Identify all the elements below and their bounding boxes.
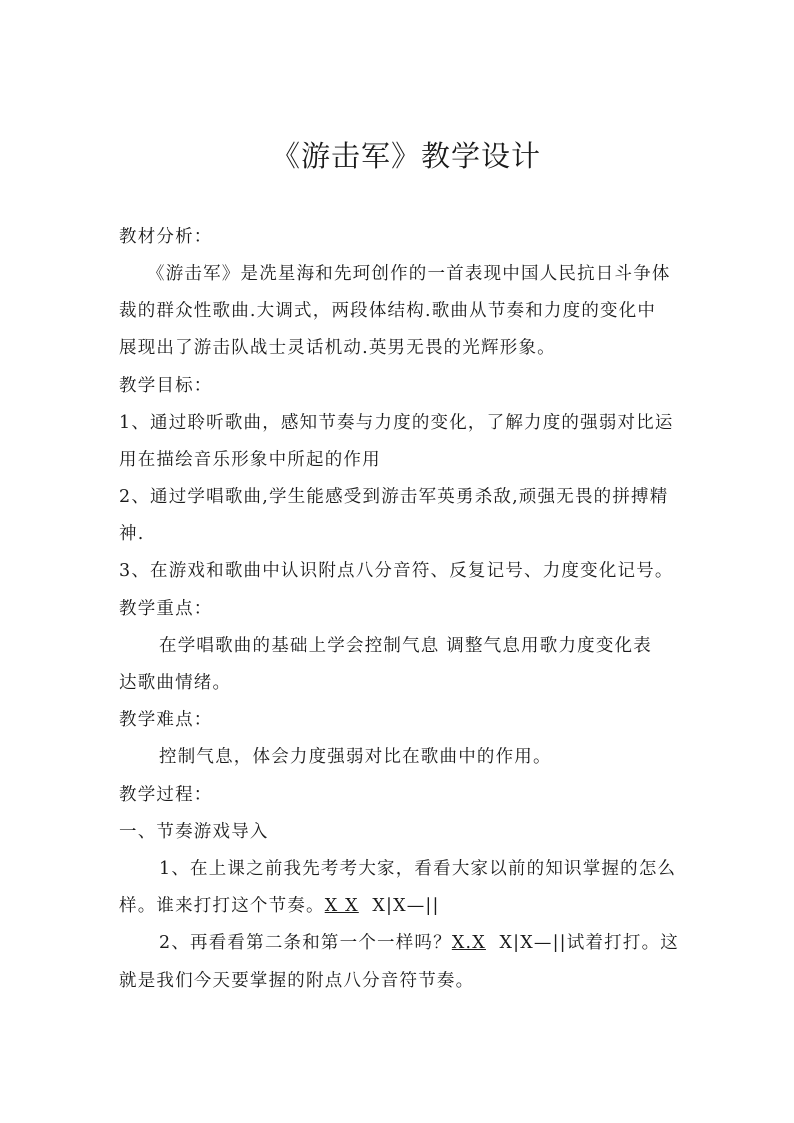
paragraph-line: 在学唱歌曲的基础上学会控制气息 调整气息用歌力度变化表 (159, 636, 652, 656)
goal-item-1: 1、通过聆听歌曲，感知节奏与力度的变化，了解力度的强弱对比运 (119, 413, 674, 433)
process-step-1-cont (119, 892, 679, 917)
paragraph-line: 控制气息，体会力度强弱对比在歌曲中的作用。 (159, 747, 552, 767)
paragraph-line: 《游击军》是冼星海和先珂创作的一首表现中国人民抗日斗争体 (147, 264, 671, 284)
step-text: 样。谁来打打这个节奏。 (119, 896, 325, 916)
rhythm-notation: X.X (451, 933, 486, 953)
section-heading-key-points: 教学重点： (119, 599, 213, 619)
step-text: 2、再看看第二条和第一个一样吗？ (159, 933, 452, 953)
paragraph-line: 展现出了游击队战士灵话机动.英男无畏的光辉形象。 (119, 338, 556, 358)
process-step-2 (159, 929, 719, 954)
process-step-1: 1、在上课之前我先考考大家，看看大家以前的知识掌握的怎么 (159, 859, 677, 879)
rhythm-notation-rest: X|X—||试着打打。这 (485, 933, 679, 953)
paragraph-line: 达歌曲情绪。 (119, 673, 232, 693)
section-heading-material-analysis: 教材分析： (119, 227, 213, 247)
process-step-2-cont: 就是我们今天要掌握的附点八分音符节奏。 (119, 971, 475, 991)
goal-item-3: 3、在游戏和歌曲中认识附点八分音符、反复记号、力度变化记号。 (119, 561, 674, 581)
page-title: 《游击军》教学设计 (270, 139, 541, 173)
paragraph-line: 裁的群众性歌曲.大调式，两段体结构.歌曲从节奏和力度的变化中 (119, 301, 657, 321)
rhythm-notation: X X (324, 896, 359, 916)
rhythm-notation-rest: X|X—|| (358, 896, 440, 916)
section-heading-difficulties: 教学难点： (119, 710, 213, 730)
subsection-heading: 一、节奏游戏导入 (119, 822, 269, 842)
goal-item-1-cont: 用在描绘音乐形象中所起的作用 (119, 450, 381, 470)
goal-item-2: 2、通过学唱歌曲,学生能感受到游击军英勇杀敌,顽强无畏的拼搏精 (119, 487, 669, 507)
section-heading-teaching-goals: 教学目标： (119, 376, 213, 396)
section-heading-teaching-process: 教学过程： (119, 785, 213, 805)
goal-item-2-cont: 神. (119, 524, 145, 544)
